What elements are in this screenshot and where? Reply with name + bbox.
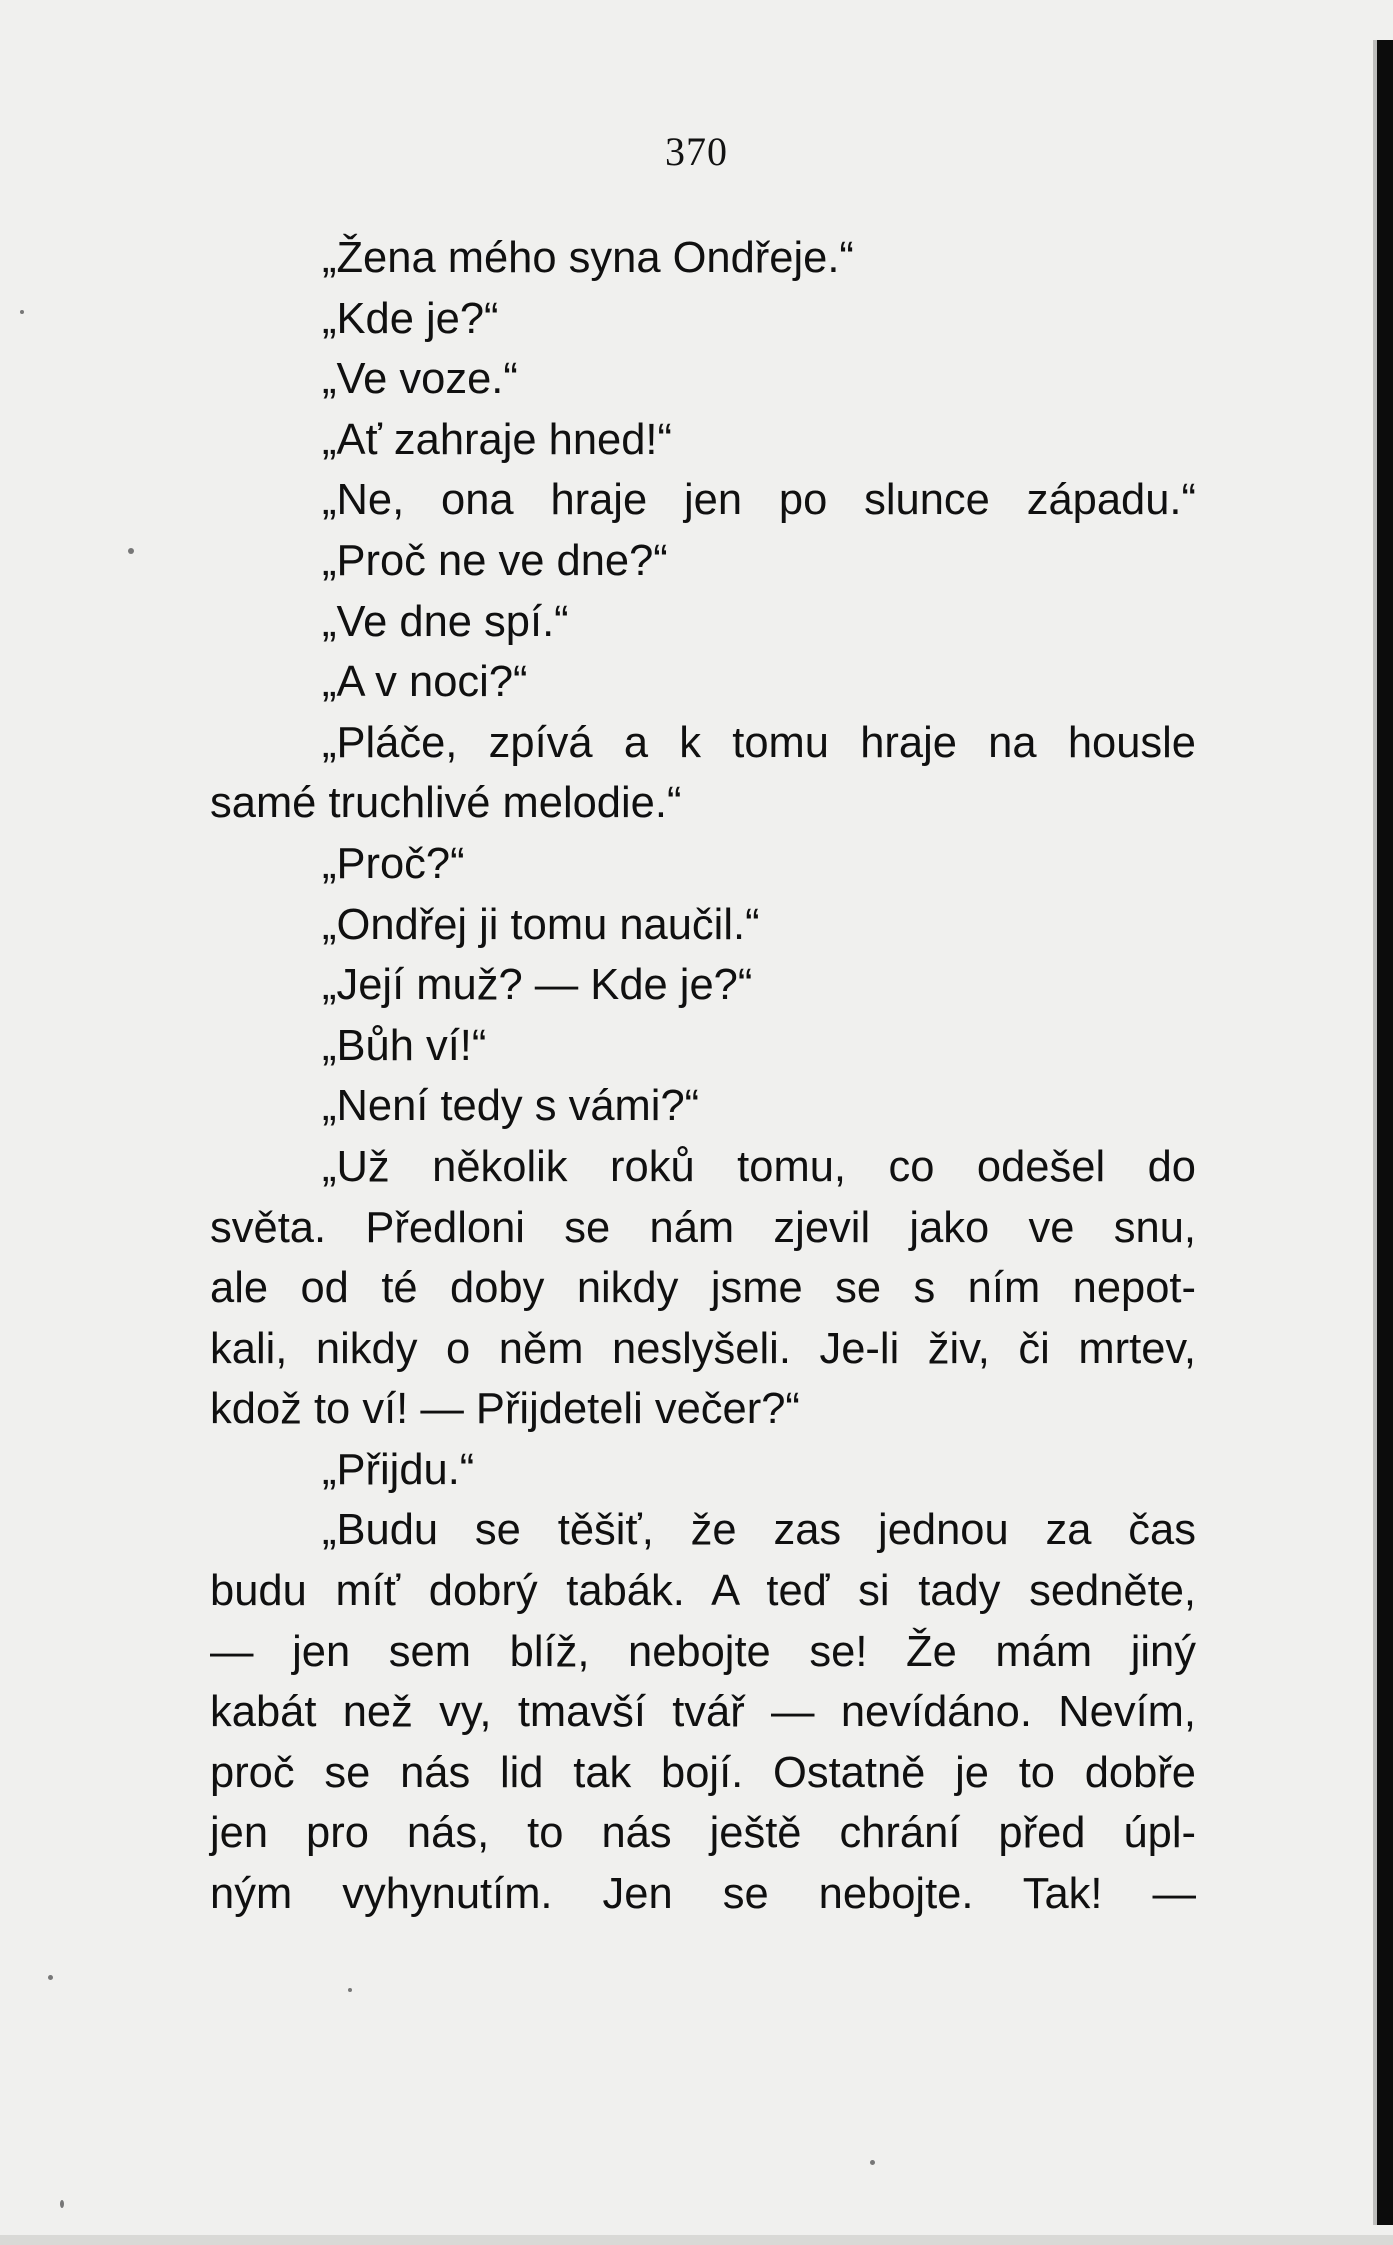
- text-line: — jen sem blíž, nebojte se! Že mám jiný: [210, 1627, 1196, 1676]
- text-line: „Už několik roků tomu, co odešel do: [322, 1142, 1196, 1191]
- page-bottom-edge: [0, 2235, 1393, 2245]
- text-line: „Ve dne spí.“: [322, 597, 569, 646]
- book-spine-edge: [1377, 40, 1393, 2225]
- text-line: světa. Předloni se nám zjevil jako ve snu,: [210, 1203, 1196, 1252]
- paper-speck: [60, 2200, 64, 2208]
- text-line: kali, nikdy o něm neslyšeli. Je-li živ, či mrtev,: [210, 1324, 1196, 1373]
- page-number: 370: [665, 129, 728, 174]
- text-line: kabát než vy, tmavší tvář — nevídáno. Nevím,: [210, 1688, 1196, 1737]
- text-line: „Žena mého syna Ondřeje.“: [322, 234, 854, 282]
- text-line: „Bůh ví!“: [322, 1021, 487, 1070]
- text-line: jen pro nás, to nás ještě chrání před úpl-: [210, 1809, 1196, 1858]
- text-line: kdož to ví! — Přijdeteli večer?“: [210, 1385, 800, 1434]
- text-line: ným vyhynutím. Jen se nebojte. Tak! —: [210, 1870, 1196, 1919]
- text-line: „Budu se těšiť, že zas jednou za čas: [322, 1506, 1196, 1555]
- text-line: „Pláče, zpívá a k tomu hraje na housle: [322, 718, 1196, 767]
- text-line: „Ondřej ji tomu naučil.“: [322, 900, 760, 949]
- page-body-text: [210, 228, 1196, 1925]
- text-line: „Není tedy s vámi?“: [322, 1082, 700, 1131]
- text-line: budu míť dobrý tabák. A teď si tady sedněte,: [210, 1567, 1196, 1616]
- text-line: „Proč ne ve dne?“: [322, 536, 668, 585]
- paper-speck: [48, 1975, 53, 1980]
- text-line: samé truchlivé melodie.“: [210, 779, 682, 828]
- text-line: „Její muž? — Kde je?“: [322, 961, 753, 1010]
- text-line: „Ve voze.“: [322, 355, 518, 404]
- paper-speck: [870, 2160, 875, 2165]
- text-line: „Ať zahraje hned!“: [322, 415, 672, 464]
- paper-speck: [128, 548, 134, 554]
- text-line: ale od té doby nikdy jsme se s ním nepot-: [210, 1264, 1196, 1313]
- text-line: „A v noci?“: [322, 658, 528, 707]
- text-line: „Ne, ona hraje jen po slunce západu.“: [322, 476, 1196, 525]
- paper-speck: [348, 1988, 352, 1992]
- text-line: „Kde je?“: [322, 294, 499, 343]
- text-line: „Proč?“: [322, 839, 465, 888]
- paper-speck: [20, 310, 24, 314]
- text-line: proč se nás lid tak bojí. Ostatně je to dobře: [210, 1748, 1196, 1797]
- text-line: „Přijdu.“: [322, 1445, 475, 1494]
